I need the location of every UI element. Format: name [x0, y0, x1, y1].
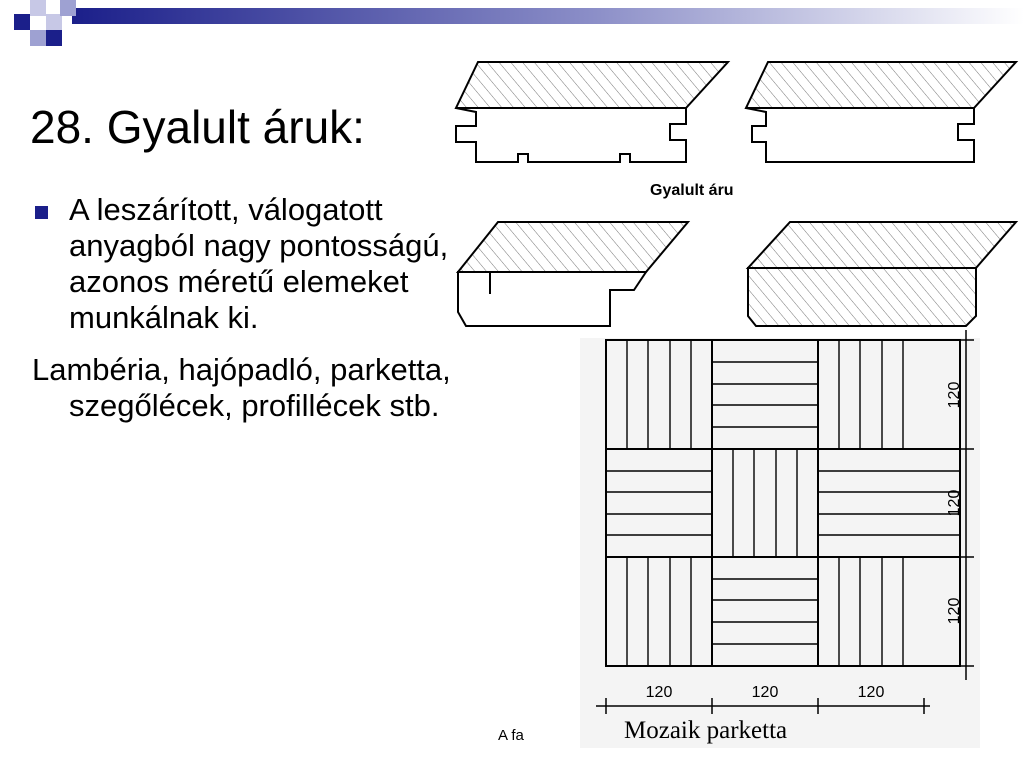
tongue-groove-board-drawing — [746, 62, 1016, 162]
rebated-board-drawing — [458, 222, 688, 326]
corner-decoration — [0, 0, 1024, 60]
dimension-label: 120 — [857, 684, 885, 701]
dimension-label: 120 — [946, 381, 963, 409]
scanned-text-background — [580, 338, 980, 748]
tongue-groove-board-drawing — [456, 62, 728, 162]
deco-square — [30, 30, 46, 46]
dimension-label: 120 — [946, 489, 963, 517]
dimension-label: 120 — [645, 684, 673, 701]
deco-square — [46, 14, 62, 30]
figure-caption-bottom: Mozaik parketta — [624, 717, 788, 744]
planed-board-drawing — [748, 222, 1016, 326]
dimension-label: 120 — [946, 597, 963, 625]
bullet-text: A leszárított, válogatott anyagból nagy pontosságú, azonos méretű elemeket munkálnak ki. — [69, 192, 449, 335]
examples-text: Lambéria, hajópadló, parketta, szegőlécek, profillécek stb. — [32, 352, 451, 423]
deco-square — [46, 30, 62, 46]
deco-square — [14, 14, 30, 30]
slide-title: 28. Gyalult áruk: — [30, 101, 365, 153]
dimension-label: 120 — [751, 684, 779, 701]
bullet-item — [32, 192, 452, 336]
wood-products-figure — [440, 52, 1024, 752]
slide-body — [32, 192, 452, 424]
deco-square — [30, 0, 46, 16]
header-gradient-bar — [72, 8, 1024, 24]
deco-square — [60, 0, 76, 16]
figure-caption-top: Gyalult áru — [650, 182, 734, 199]
square-bullet-icon — [35, 206, 48, 219]
footer-text: A fa — [498, 727, 524, 744]
